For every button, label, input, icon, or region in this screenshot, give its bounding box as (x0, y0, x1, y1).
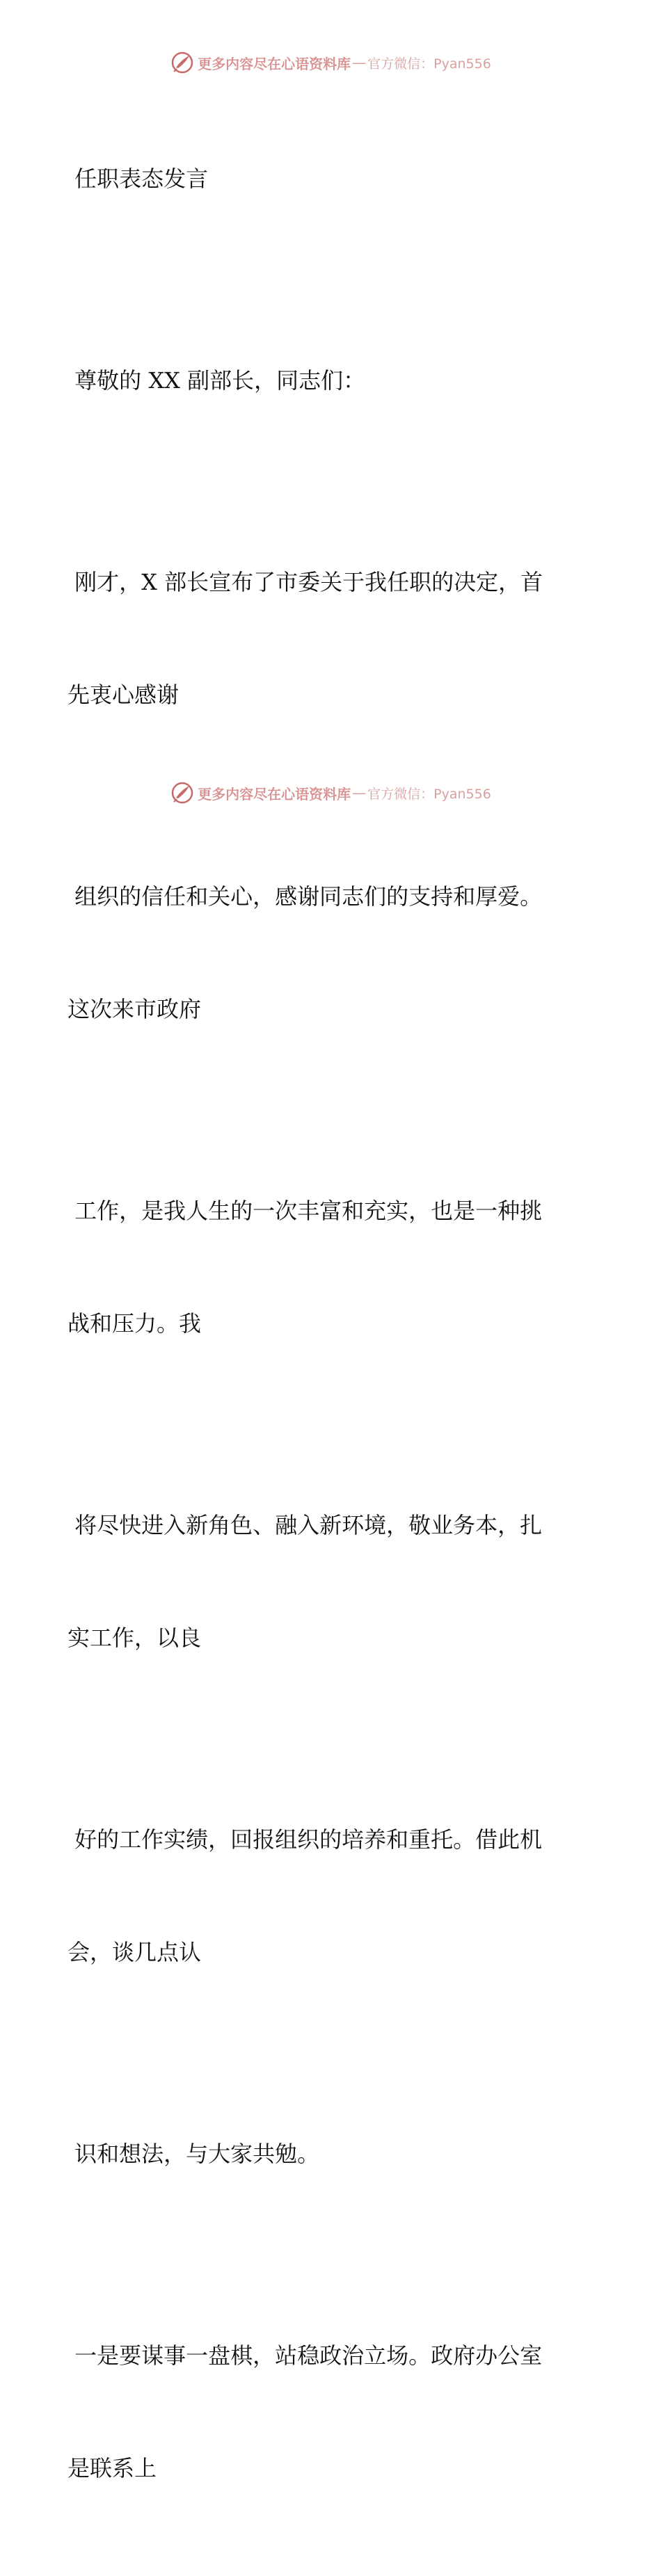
paragraph (67, 2060, 582, 2248)
paragraph-title (67, 85, 582, 273)
text-line: 先衷心感谢 (67, 682, 180, 708)
watermark-wechat: 官方微信：Pyan556 (367, 56, 491, 72)
text-line: 识和想法，与大家共勉。 (67, 2141, 320, 2167)
quill-logo-icon (170, 780, 195, 805)
text-line: 是联系上 (67, 2455, 157, 2481)
text-line: 实工作，以良 (67, 1625, 202, 1651)
paragraph (67, 2262, 582, 2562)
watermark-header (0, 49, 661, 77)
watermark-wechat: 官方微信：Pyan556 (367, 786, 491, 802)
text-line: 会，谈几点认 (67, 1939, 202, 1965)
watermark-dash: — (352, 784, 367, 801)
watermark-footer (0, 779, 661, 807)
paragraph (67, 1431, 582, 1732)
watermark-main-text: 更多内容尽在心语资料库 (198, 785, 351, 803)
text-line: 工作，是我人生的一次丰富和充实，也是一种挑 (67, 1198, 543, 1224)
paragraph-salutation (67, 287, 582, 474)
text-line: 好的工作实绩，回报组织的培养和重托。借此机 (67, 1826, 543, 1853)
text-line: 这次来市政府 (67, 996, 202, 1022)
document-body (67, 85, 582, 2576)
watermark-main-text: 更多内容尽在心语资料库 (198, 55, 351, 72)
paragraph (67, 803, 582, 1103)
paragraph (67, 1117, 582, 1417)
paragraph (67, 1746, 582, 2046)
text-line: 将尽快进入新角色、融入新环境，敬业务本，扎 (67, 1512, 543, 1538)
paragraph (67, 488, 582, 789)
quill-logo-icon (170, 50, 195, 75)
text-line: 刚才，X 部长宣布了市委关于我任职的决定，首 (67, 569, 543, 595)
text-line: 一是要谋事一盘棋，站稳政治立场。政府办公室 (67, 2342, 543, 2369)
text-line: 任职表态发言 (67, 166, 209, 192)
text-line: 战和压力。我 (67, 1310, 202, 1337)
text-line: 尊敬的 XX 副部长，同志们： (67, 367, 366, 394)
watermark-dash: — (352, 54, 367, 71)
text-line: 组织的信任和关心，感谢同志们的支持和厚爱。 (67, 883, 543, 910)
